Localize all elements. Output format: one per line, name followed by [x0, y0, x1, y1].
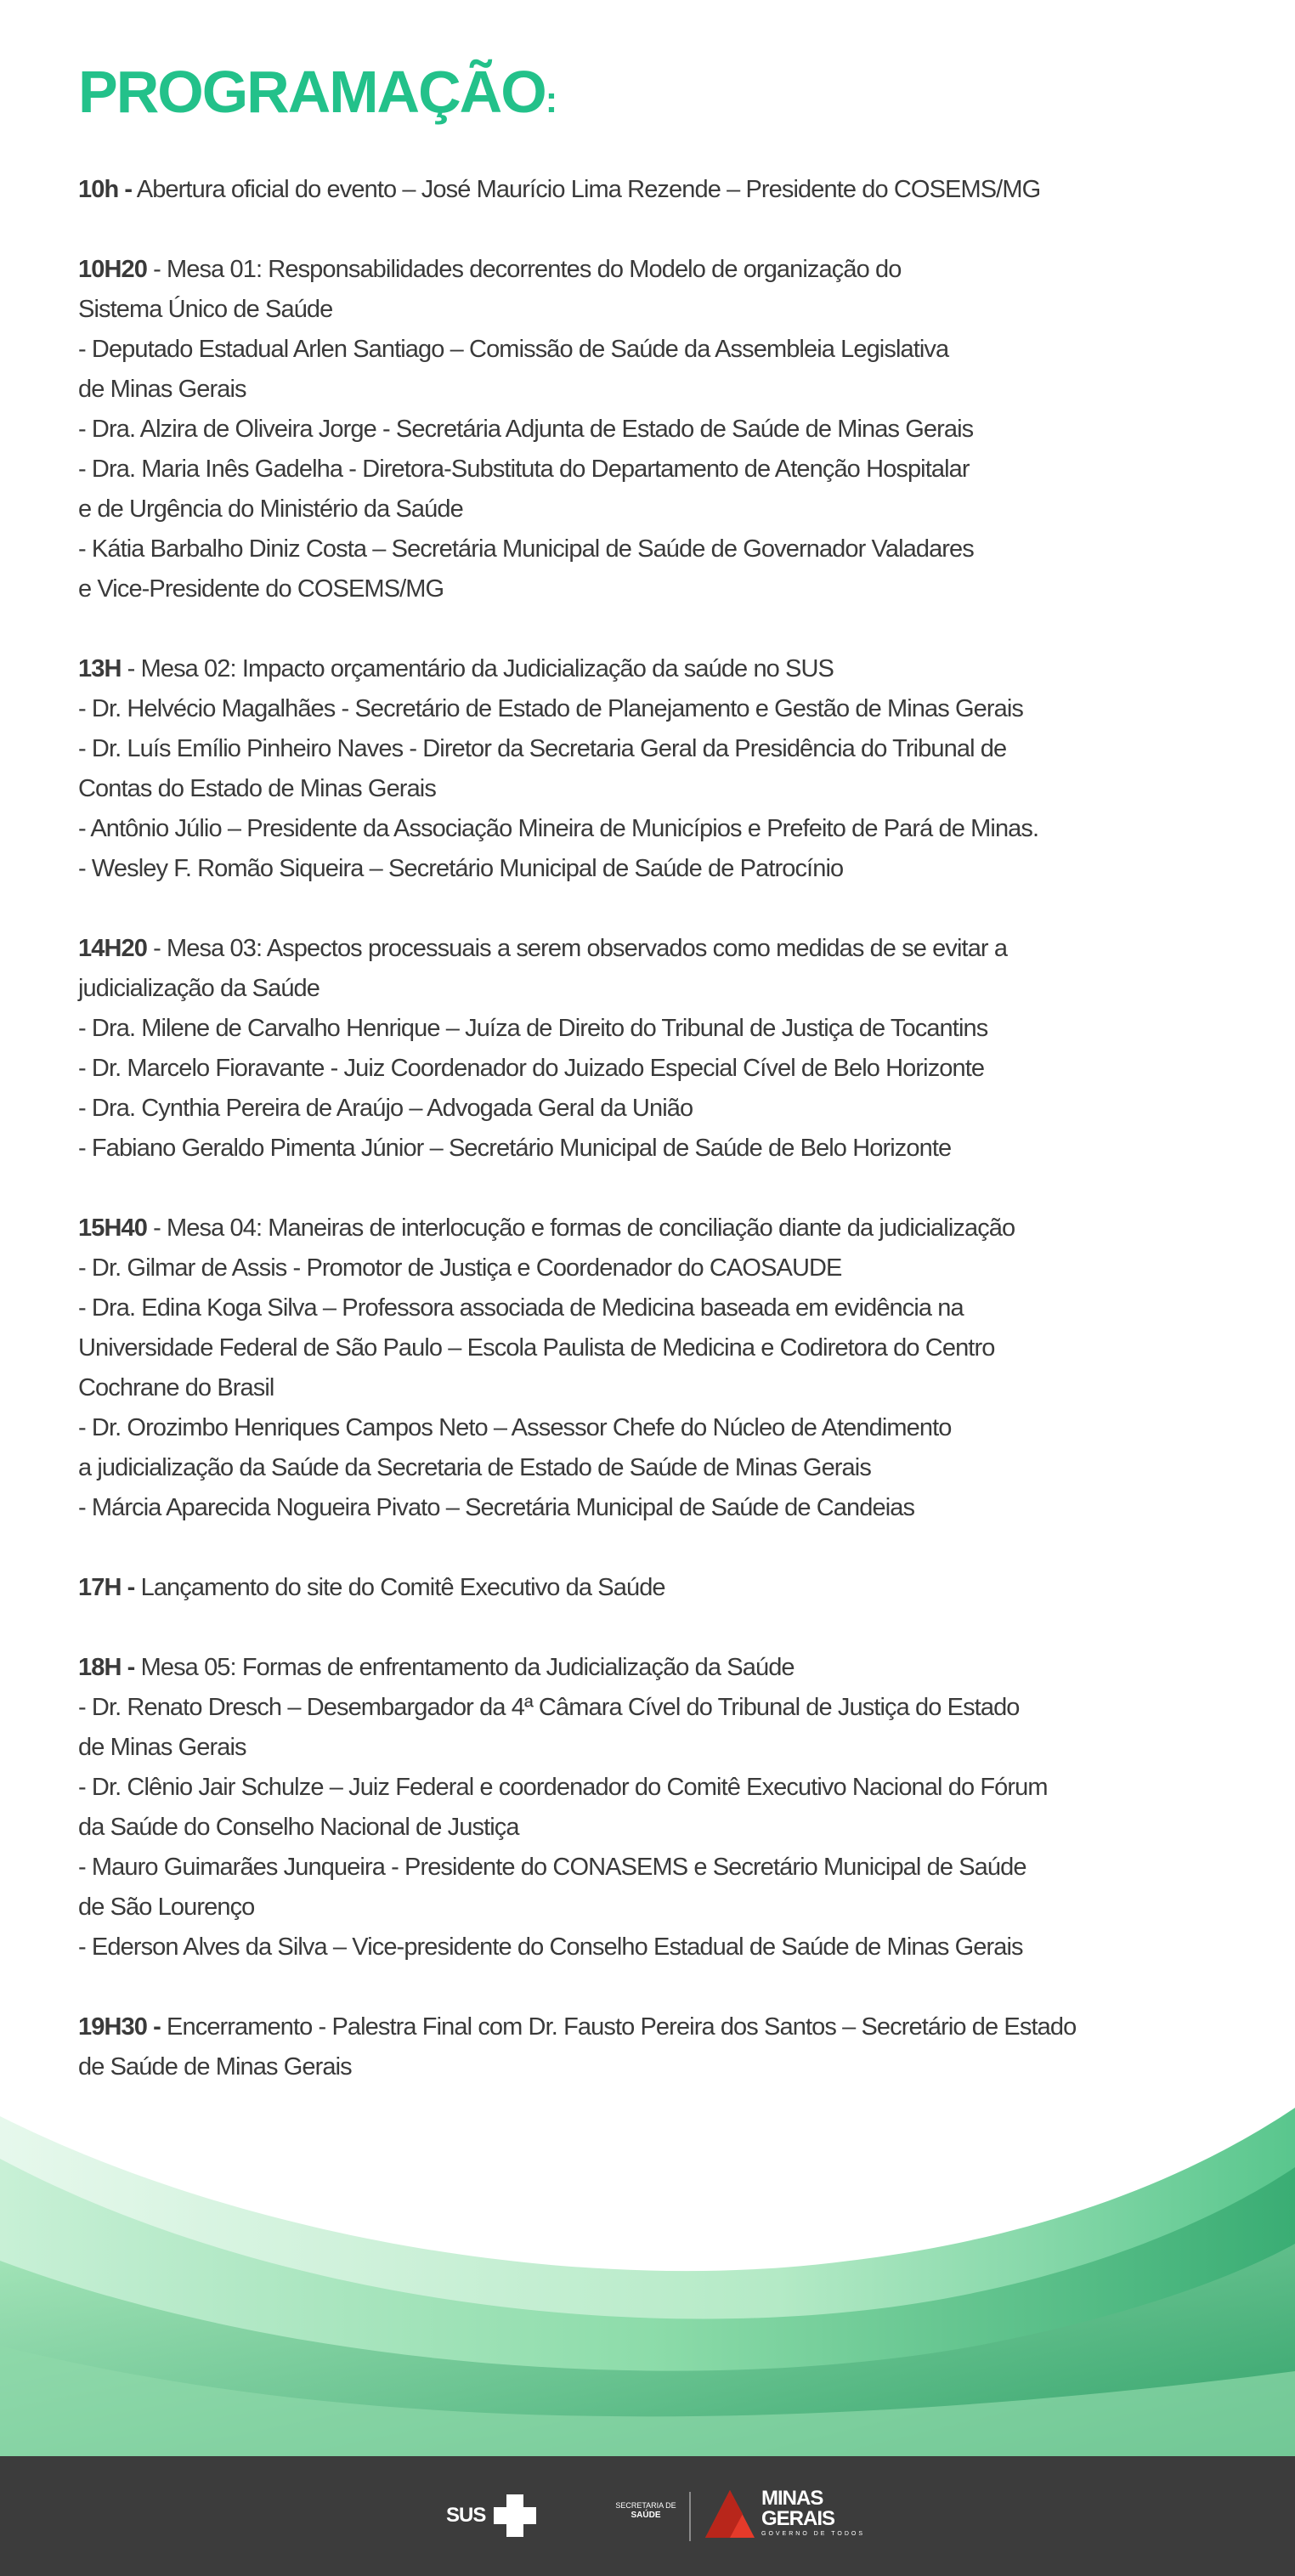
schedule-line [78, 290, 1234, 330]
schedule-text: e de Urgência do Ministério da Saúde [78, 495, 463, 523]
schedule-line [78, 729, 1234, 769]
schedule-text: - Dra. Edina Koga Silva – Professora associada de Medicina baseada em evidência na [78, 1294, 964, 1322]
schedule-line [78, 1888, 1234, 1928]
schedule-block [78, 250, 1234, 609]
schedule-heading-line [78, 170, 1234, 210]
schedule-line [78, 1928, 1234, 1967]
schedule-line [78, 689, 1234, 729]
minas-gerais-logo [704, 2488, 865, 2548]
schedule-line [78, 410, 1234, 450]
schedule-heading-line [78, 649, 1234, 689]
schedule-heading-line [78, 2007, 1234, 2047]
footer-bar [0, 2456, 1295, 2576]
schedule-text: - Dr. Helvécio Magalhães - Secretário de Estado de Planejamento e Gestão de Minas Gerais [78, 695, 1024, 722]
schedule-line [78, 1248, 1234, 1288]
schedule-text: - Ederson Alves da Silva – Vice-presidente do Conselho Estadual de Saúde de Minas Gerais [78, 1933, 1023, 1961]
schedule-text: - Kátia Barbalho Diniz Costa – Secretária Municipal de Saúde de Governador Valadares [78, 535, 974, 563]
schedule-heading-line [78, 1209, 1234, 1248]
schedule-block [78, 1568, 1234, 1608]
schedule-line [78, 1009, 1234, 1049]
schedule-text: de Minas Gerais [78, 376, 246, 403]
schedule-text: - Márcia Aparecida Nogueira Pivato – Secretária Municipal de Saúde de Candeias [78, 1494, 915, 1521]
schedule-text: Universidade Federal de São Paulo – Escola Paulista de Medicina e Codiretora do Centro [78, 1334, 995, 1362]
schedule-line [78, 370, 1234, 410]
schedule-text: Lançamento do site do Comitê Executivo da Saúde [140, 1574, 665, 1601]
schedule-block [78, 170, 1234, 210]
schedule-time: 13H [78, 655, 122, 682]
schedule-text: Abertura oficial do evento – José Maurício Lima Rezende – Presidente do COSEMS/MG [136, 176, 1041, 203]
schedule-line [78, 769, 1234, 809]
schedule-text: - Antônio Júlio – Presidente da Associação Mineira de Municípios e Prefeito de Pará de Minas. [78, 815, 1039, 842]
schedule-block [78, 1209, 1234, 1528]
schedule-heading-line [78, 929, 1234, 969]
schedule-text: - Dr. Renato Dresch – Desembargador da 4ª Câmara Cível do Tribunal de Justiça do Estado [78, 1694, 1020, 1721]
schedule-text: - Dra. Cynthia Pereira de Araújo – Advogada Geral da União [78, 1095, 693, 1122]
schedule-text: - Fabiano Geraldo Pimenta Júnior – Secretário Municipal de Saúde de Belo Horizonte [78, 1135, 952, 1162]
schedule-line [78, 1448, 1234, 1488]
schedule-line [78, 1488, 1234, 1528]
schedule-line [78, 1368, 1234, 1408]
schedule-text: - Mauro Guimarães Junqueira - Presidente do CONASEMS e Secretário Municipal de Saúde [78, 1854, 1026, 1881]
schedule-time: 19H30 - [78, 2013, 161, 2041]
schedule-text: - Mesa 01: Responsabilidades decorrentes do Modelo de organização do [153, 256, 902, 283]
triangle-mountain-icon [704, 2488, 756, 2539]
schedule-text: Encerramento - Palestra Final com Dr. Fausto Pereira dos Santos – Secretário de Estado [167, 2013, 1077, 2041]
schedule-heading-line [78, 1568, 1234, 1608]
schedule-line [78, 1129, 1234, 1169]
schedule-time: 14H20 [78, 935, 147, 962]
schedule-line [78, 1049, 1234, 1089]
schedule-time: 10H20 [78, 256, 147, 283]
schedule-text: - Deputado Estadual Arlen Santiago – Comissão de Saúde da Assembleia Legislativa [78, 336, 949, 363]
schedule-text: Cochrane do Brasil [78, 1374, 274, 1401]
schedule-line [78, 529, 1234, 569]
schedule-line [78, 1688, 1234, 1728]
schedule-line [78, 1848, 1234, 1888]
schedule-line [78, 1089, 1234, 1129]
mg-line-1: MINAS [761, 2487, 823, 2510]
schedule-text: Mesa 05: Formas de enfrentamento da Judicialização da Saúde [140, 1654, 795, 1681]
schedule-line [78, 330, 1234, 370]
schedule-text: a judicialização da Saúde da Secretaria de Estado de Saúde de Minas Gerais [78, 1454, 871, 1481]
schedule-block [78, 929, 1234, 1169]
schedule-heading-line [78, 1648, 1234, 1688]
schedule-line [78, 450, 1234, 490]
schedule-text: Contas do Estado de Minas Gerais [78, 775, 436, 802]
schedule-line [78, 1328, 1234, 1368]
sus-logo-text: SUS [446, 2504, 486, 2527]
secretaria-logo [605, 2500, 687, 2521]
page-title-colon: : [545, 79, 558, 121]
page-title-text: PROGRAMAÇÃO [78, 59, 546, 125]
schedule-line [78, 569, 1234, 609]
mg-tagline: GOVERNO DE TODOS [761, 2531, 866, 2537]
schedule-text: e Vice-Presidente do COSEMS/MG [78, 575, 444, 603]
schedule-block [78, 2007, 1234, 2087]
cross-icon [490, 2491, 540, 2540]
schedule-block [78, 649, 1234, 889]
schedule-line [78, 490, 1234, 529]
schedule-line [78, 2047, 1234, 2087]
schedule-line [78, 1408, 1234, 1448]
footer-divider [689, 2492, 691, 2541]
schedule-text: - Dr. Clênio Jair Schulze – Juiz Federal e coordenador do Comitê Executivo Nacional do Fórum [78, 1774, 1048, 1801]
schedule-time: 10h - [78, 176, 133, 203]
schedule-line [78, 969, 1234, 1009]
schedule-line [78, 1768, 1234, 1808]
schedule-text: de Saúde de Minas Gerais [78, 2053, 352, 2081]
schedule-text: - Wesley F. Romão Siqueira – Secretário Municipal de Saúde de Patrocínio [78, 855, 844, 882]
secretaria-bold: SAÚDE [631, 2511, 661, 2520]
schedule-text: - Mesa 03: Aspectos processuais a serem observados como medidas de se evitar a [153, 935, 1008, 962]
schedule-list [78, 170, 1234, 2127]
schedule-text: - Dr. Gilmar de Assis - Promotor de Justiça e Coordenador do CAOSAUDE [78, 1254, 842, 1282]
sus-logo [446, 2490, 540, 2541]
schedule-text: - Dr. Marcelo Fioravante - Juiz Coordenador do Juizado Especial Cível de Belo Horizonte [78, 1055, 985, 1082]
schedule-time: 18H - [78, 1654, 135, 1681]
schedule-text: - Dra. Milene de Carvalho Henrique – Juíza de Direito do Tribunal de Justiça de Tocantins [78, 1015, 988, 1042]
schedule-text: judicialização da Saúde [78, 975, 320, 1002]
mg-line-2: GERAIS [761, 2507, 835, 2530]
schedule-text: de São Lourenço [78, 1894, 255, 1921]
schedule-text: - Dr. Orozimbo Henriques Campos Neto – Assessor Chefe do Núcleo de Atendimento [78, 1414, 952, 1441]
schedule-block [78, 1648, 1234, 1967]
schedule-line [78, 1728, 1234, 1768]
schedule-text: Sistema Único de Saúde [78, 296, 333, 323]
minas-gerais-text [761, 2488, 865, 2539]
secretaria-label: SECRETARIA DE [615, 2501, 676, 2510]
schedule-line [78, 849, 1234, 889]
schedule-text: - Mesa 04: Maneiras de interlocução e formas de conciliação diante da judicialização [153, 1214, 1015, 1242]
schedule-time: 15H40 [78, 1214, 147, 1242]
schedule-time: 17H - [78, 1574, 135, 1601]
schedule-line [78, 809, 1234, 849]
schedule-line [78, 1288, 1234, 1328]
schedule-text: de Minas Gerais [78, 1734, 246, 1761]
schedule-text: - Mesa 02: Impacto orçamentário da Judicialização da saúde no SUS [127, 655, 834, 682]
schedule-heading-line [78, 250, 1234, 290]
schedule-line [78, 1808, 1234, 1848]
decorative-wave [0, 2091, 1295, 2456]
schedule-text: - Dr. Luís Emílio Pinheiro Naves - Diretor da Secretaria Geral da Presidência do Tribunal de [78, 735, 1007, 762]
schedule-text: da Saúde do Conselho Nacional de Justiça [78, 1814, 519, 1841]
schedule-text: - Dra. Alzira de Oliveira Jorge - Secretária Adjunta de Estado de Saúde de Minas Gerais [78, 416, 974, 443]
schedule-text: - Dra. Maria Inês Gadelha - Diretora-Substituta do Departamento de Atenção Hospitalar [78, 456, 970, 483]
page-title [78, 59, 557, 125]
